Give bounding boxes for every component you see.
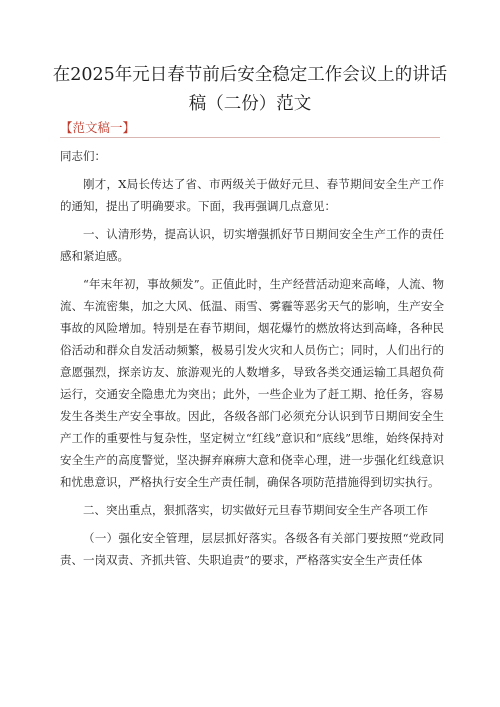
heading-section-one: 一、认清形势，提高认识，切实增强抓好节日期间安全生产工作的责任感和紧迫感。 (60, 227, 444, 263)
document-title-line-2: 稿（二份）范文 (188, 94, 312, 114)
salutation: 同志们： (60, 149, 106, 163)
section-tag: 【范文稿一】 (60, 120, 136, 135)
heading-section-two: 二、突出重点，狠抓落实，切实做好元旦春节期间安全生产各项工作 (83, 503, 428, 517)
section-divider (60, 137, 440, 138)
paragraph-management: （一）强化安全管理，层层抓好落实。各级各有关部门要按照“党政同责、一岗双责、齐抓共管、失职追责”的要求，严格落实安全生产责任体 (60, 531, 444, 567)
document-body (60, 143, 444, 571)
paragraph-situation: “年末年初，事故频发”。正值此时，生产经营活动迎来高峰，人流、物流、车流密集，加之大风、低温、雨雪、雾霾等恶劣天气的影响，生产安全事故的风险增加。特别是在春节期间，烟花爆竹的燃放将达到高峰，各种民俗活动和群众自发活动频繁，极易引发火灾和人员伤亡；同时，人们出行的意愿强烈，探亲访友、旅游观光的人数增多，导致各类交通运输工具超负荷运行，交通安全隐患尤为突出；此外，一些企业为了赶工期、抢任务，容易发生各类生产安全事故。因此，各级各部门必须充分认识到节日期间安全生产工作的重要性与复杂性，坚定树立“红线”意识和“底线”思维，始终保持对安全生产的高度警觉，坚决摒弃麻痹大意和侥幸心理，进一步强化红线意识和忧患意识，严格执行安全生产责任制，确保各项防范措施得到切实执行。 (60, 277, 444, 489)
paragraph-intro: 刚才，X局长传达了省、市两级关于做好元旦、春节期间安全生产工作的通知，提出了明确要求。下面，我再强调几点意见： (60, 177, 444, 213)
document-title-line-1: 在2025年元日春节前后安全稳定工作会议上的讲话 (52, 65, 448, 85)
